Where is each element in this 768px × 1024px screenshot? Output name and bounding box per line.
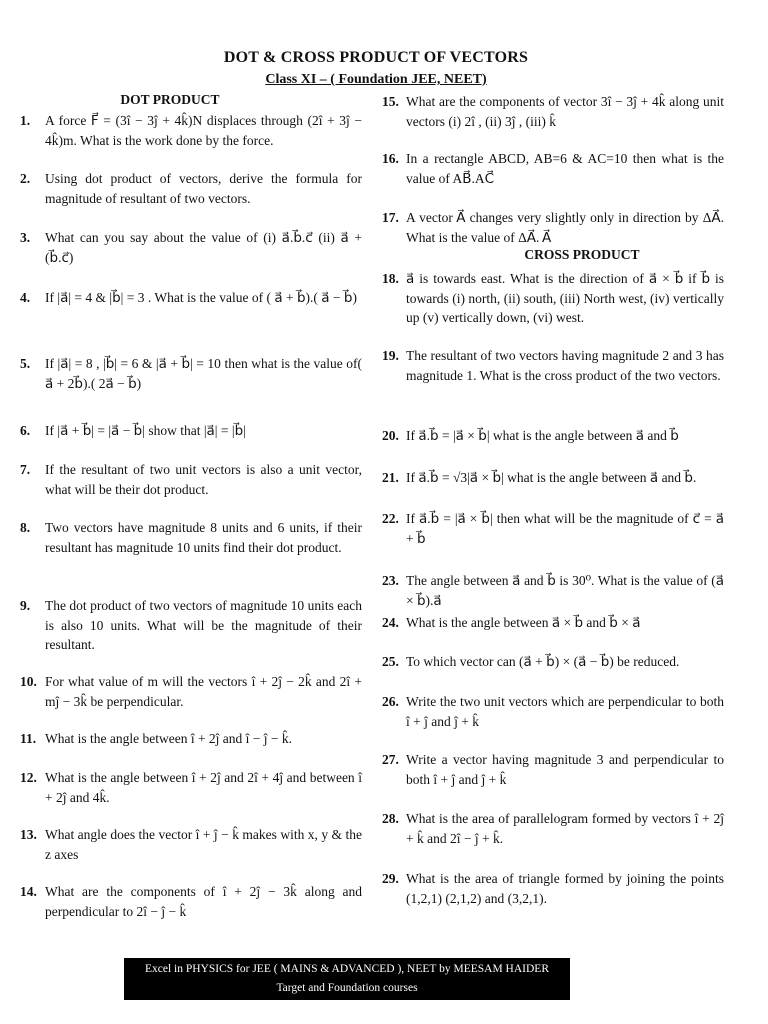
- question-text: The resultant of two vectors having magnitude 2 and 3 has magnitude 1. What is the cross product of the two vectors.: [406, 348, 724, 383]
- question-text: For what value of m will the vectors î + 2ĵ − 2k̂ and 2î + mĵ − 3k̂ be perpendicular.: [45, 674, 362, 709]
- section-heading-dot-product: DOT PRODUCT: [120, 92, 220, 107]
- question-7: [20, 460, 362, 499]
- question-text: If a⃗.b⃗ = √3|a⃗ × b⃗| what is the angle between a⃗ and b⃗.: [406, 470, 697, 485]
- question-text: What is the angle between î + 2ĵ and î − ĵ − k̂.: [45, 731, 293, 746]
- question-text: a⃗ is towards east. What is the direction of a⃗ × b⃗ if b⃗ is towards (i) north, (ii) south, (iii) North west, (iv) vertically up (v) vertically down, (vi) west.: [406, 271, 724, 325]
- question-number: 1.: [20, 113, 31, 128]
- question-15: [382, 92, 724, 131]
- question-5: [20, 354, 362, 393]
- question-19: [382, 346, 724, 385]
- question-number: 3.: [20, 230, 31, 245]
- question-text: What is the angle between î + 2ĵ and 2î + 4ĵ and between î + 2ĵ and 4k̂.: [45, 770, 362, 805]
- question-23: [382, 571, 724, 610]
- question-number: 4.: [20, 290, 31, 305]
- question-text: If a⃗.b⃗ = |a⃗ × b⃗| what is the angle between a⃗ and b⃗: [406, 428, 679, 443]
- question-10: [20, 672, 362, 711]
- question-number: 16.: [382, 151, 399, 166]
- question-text: What is the angle between a⃗ × b⃗ and b⃗ × a⃗: [406, 615, 641, 630]
- question-text: What is the area of triangle formed by joining the points (1,2,1) (2,1,2) and (3,2,1).: [406, 871, 724, 906]
- question-27: [382, 750, 724, 789]
- question-2: [20, 169, 362, 208]
- question-number: 13.: [20, 827, 37, 842]
- question-text: A force F⃗ = (3î − 3ĵ + 4k̂)N displaces through (2î + 3ĵ − 4k̂)m. What is the work done by the force.: [45, 113, 362, 148]
- question-4: [20, 288, 362, 308]
- question-text: If |a⃗| = 8 , |b⃗| = 6 & |a⃗ + b⃗| = 10 then what is the value of( a⃗ + 2b⃗).( 2a⃗ − b⃗): [45, 356, 362, 391]
- question-text: In a rectangle ABCD, AB=6 & AC=10 then what is the value of AB⃗.AC⃗: [406, 151, 724, 186]
- question-number: 12.: [20, 770, 37, 785]
- question-text: What can you say about the value of (i) a⃗.b⃗.c⃗ (ii) a⃗ + (b⃗.c⃗): [45, 230, 362, 265]
- question-8: [20, 518, 362, 557]
- question-1: [20, 111, 362, 150]
- question-number: 2.: [20, 171, 31, 186]
- question-9: [20, 596, 362, 655]
- question-6: [20, 421, 362, 441]
- question-text: What is the area of parallelogram formed by vectors î + 2ĵ + k̂ and 2î − ĵ + k̂.: [406, 811, 724, 846]
- question-number: 17.: [382, 210, 399, 225]
- question-number: 21.: [382, 470, 399, 485]
- question-number: 20.: [382, 428, 399, 443]
- question-number: 14.: [20, 884, 37, 899]
- question-text: Using dot product of vectors, derive the formula for magnitude of resultant of two vectors.: [45, 171, 362, 206]
- question-text: What are the components of î + 2ĵ − 3k̂ along and perpendicular to 2î − ĵ − k̂: [45, 884, 362, 919]
- question-3: [20, 228, 362, 267]
- question-text: If the resultant of two unit vectors is also a unit vector, what will be their dot product.: [45, 462, 362, 497]
- question-text: The angle between a⃗ and b⃗ is 30⁰. What is the value of (a⃗ × b⃗).a⃗: [406, 573, 724, 608]
- question-20: [382, 426, 724, 446]
- question-number: 28.: [382, 811, 399, 826]
- question-number: 24.: [382, 615, 399, 630]
- question-number: 26.: [382, 694, 399, 709]
- question-text: What are the components of vector 3î − 3ĵ + 4k̂ along unit vectors (i) 2î , (ii) 3ĵ , (iii) k̂: [406, 94, 724, 129]
- question-number: 5.: [20, 356, 31, 371]
- question-text: What angle does the vector î + ĵ − k̂ makes with x, y & the z axes: [45, 827, 362, 862]
- question-number: 27.: [382, 752, 399, 767]
- question-text: If |a⃗| = 4 & |b⃗| = 3 . What is the value of ( a⃗ + b⃗).( a⃗ − b⃗): [45, 290, 357, 305]
- question-number: 19.: [382, 348, 399, 363]
- question-28: [382, 809, 724, 848]
- question-29: [382, 869, 724, 908]
- question-11: [20, 729, 362, 749]
- page-title: DOT & CROSS PRODUCT OF VECTORS: [223, 49, 529, 66]
- question-text: If a⃗.b⃗ = |a⃗ × b⃗| then what will be the magnitude of c⃗ = a⃗ + b⃗: [406, 511, 724, 546]
- question-24: [382, 613, 724, 633]
- question-25: [382, 652, 724, 672]
- question-number: 7.: [20, 462, 31, 477]
- question-21: [382, 468, 724, 488]
- question-12: [20, 768, 362, 807]
- question-number: 8.: [20, 520, 31, 535]
- page-subtitle: Class XI – ( Foundation JEE, NEET): [265, 72, 487, 87]
- footer-line-1: Excel in PHYSICS for JEE ( MAINS & ADVANCED ), NEET by MEESAM HAIDER: [145, 963, 549, 975]
- question-text: The dot product of two vectors of magnitude 10 units each is also 10 units. What will be the magnitude of their resultant.: [45, 598, 362, 652]
- section-heading-cross-product: CROSS PRODUCT: [524, 247, 640, 262]
- question-26: [382, 692, 724, 731]
- question-14: [20, 882, 362, 921]
- question-number: 10.: [20, 674, 37, 689]
- question-number: 25.: [382, 654, 399, 669]
- question-number: 22.: [382, 511, 399, 526]
- question-18: [382, 269, 724, 328]
- question-number: 23.: [382, 573, 399, 588]
- question-text: Two vectors have magnitude 8 units and 6 units, if their resultant has magnitude 10 units find their dot product.: [45, 520, 362, 555]
- question-number: 15.: [382, 94, 399, 109]
- question-text: Write the two unit vectors which are perpendicular to both î + ĵ and ĵ + k̂: [406, 694, 724, 729]
- question-number: 18.: [382, 271, 399, 286]
- question-16: [382, 149, 724, 188]
- question-number: 11.: [20, 731, 37, 746]
- question-text: A vector A⃗ changes very slightly only in direction by ΔA⃗. What is the value of ΔA⃗. A⃗: [406, 210, 724, 245]
- question-number: 9.: [20, 598, 31, 613]
- footer-banner: [124, 958, 570, 1000]
- question-text: To which vector can (a⃗ + b⃗) × (a⃗ − b⃗) be reduced.: [406, 654, 680, 669]
- question-17: [382, 208, 724, 247]
- question-number: 6.: [20, 423, 31, 438]
- question-13: [20, 825, 362, 864]
- question-22: [382, 509, 724, 548]
- question-text: If |a⃗ + b⃗| = |a⃗ − b⃗| show that |a⃗| = |b⃗|: [45, 423, 246, 438]
- question-text: Write a vector having magnitude 3 and perpendicular to both î + ĵ and ĵ + k̂: [406, 752, 724, 787]
- footer-line-2: Target and Foundation courses: [276, 982, 418, 994]
- question-number: 29.: [382, 871, 399, 886]
